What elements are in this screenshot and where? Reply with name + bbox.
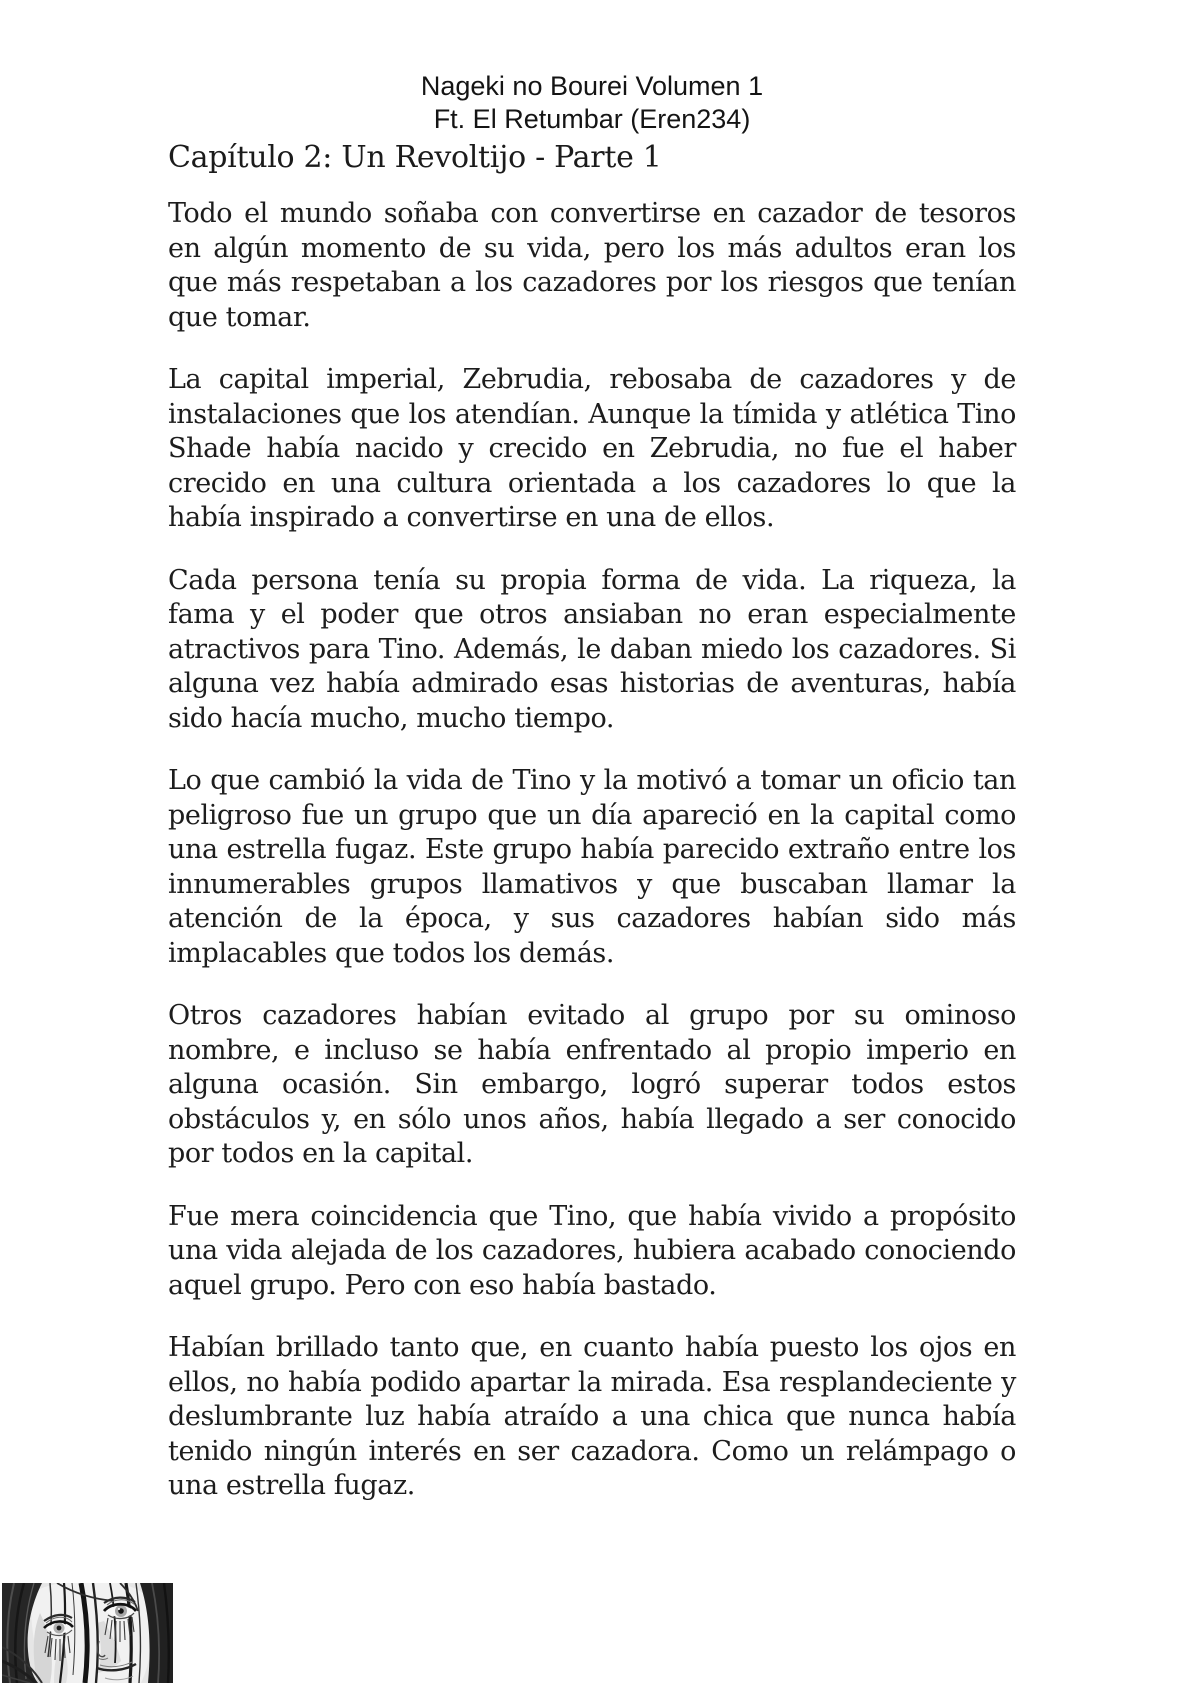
chapter-title: Capítulo 2: Un Revoltijo - Parte 1 — [168, 140, 662, 175]
page-content — [168, 0, 1016, 1532]
paragraph-4: Lo que cambió la vida de Tino y la motivó a tomar un oficio tan peligroso fue un grupo que un día apareció en la capital como una estrella fugaz. Este grupo había parecido extraño entre los innumerables grupos llamativos y que buscaban llamar la atención de la época, y sus cazadores habían sido más implacables que todos los demás. — [168, 765, 1016, 969]
paragraph-7: Habían brillado tanto que, en cuanto había puesto los ojos en ellos, no había podido apartar la mirada. Esa resplandeciente y deslumbrante luz había atraído a una chica que nunca había tenido ningún interés en ser cazadora. Como un relámpago o una estrella fugaz. — [168, 1332, 1016, 1501]
credit-line: Ft. El Retumbar (Eren234) — [433, 104, 751, 134]
chapter-body — [168, 197, 1016, 1504]
volume-title: Nageki no Bourei Volumen 1 — [420, 71, 764, 101]
paragraph-6: Fue mera coincidencia que Tino, que había vivido a propósito una vida alejada de los cazadores, hubiera acabado conociendo aquel grupo. Pero con eso había bastado. — [168, 1200, 1016, 1301]
paragraph-5: Otros cazadores habían evitado al grupo por su ominoso nombre, e incluso se había enfrentado al propio imperio en alguna ocasión. Sin embargo, logró superar todos estos obstáculos y, en sólo unos años, había llegado a ser conocido por todos en la capital. — [168, 1000, 1016, 1169]
footer-illustration — [2, 1583, 173, 1683]
paragraph-2: La capital imperial, Zebrudia, rebosaba de cazadores y de instalaciones que los atendían. Aunque la tímida y atlética Tino Shade había nacido y crecido en Zebrudia, no fue el haber crecido en una cultura orientada a los cazadores lo que la había inspirado a convertirse en una de ellos. — [168, 364, 1016, 533]
document-header — [168, 70, 1016, 136]
manga-face-image — [2, 1583, 173, 1683]
paragraph-1: Todo el mundo soñaba con convertirse en cazador de tesoros en algún momento de su vida, pero los más adultos eran los que más respetaban a los cazadores por los riesgos que tenían que tomar. — [168, 198, 1016, 333]
paragraph-3: Cada persona tenía su propia forma de vida. La riqueza, la fama y el poder que otros ansiaban no eran especialmente atractivos para Tino. Además, le daban miedo los cazadores. Si alguna vez había admirado esas historias de aventuras, había sido hacía mucho, mucho tiempo. — [168, 564, 1016, 734]
